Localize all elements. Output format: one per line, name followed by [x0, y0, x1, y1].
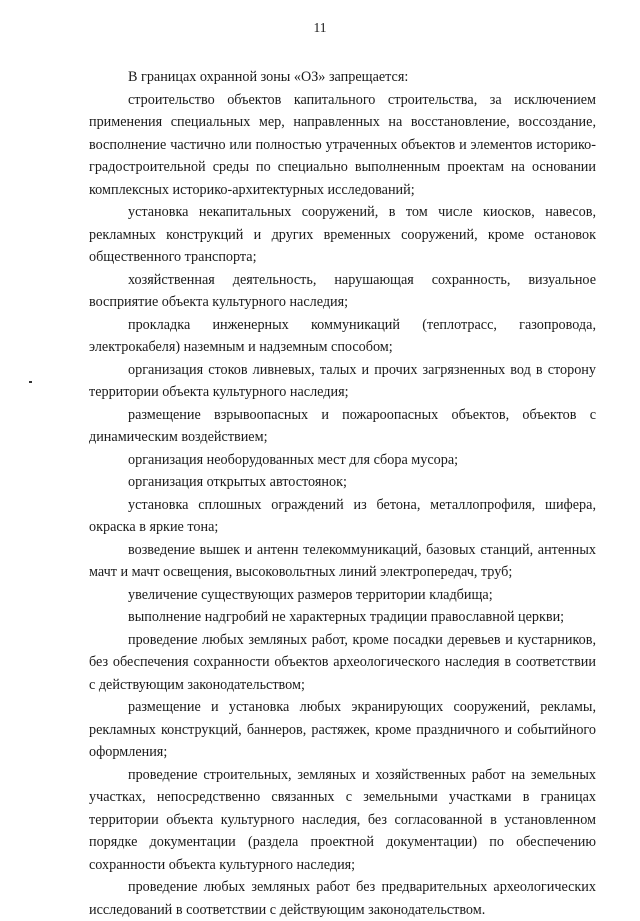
page-number: 11: [313, 20, 327, 35]
margin-mark: [29, 381, 32, 383]
list-item: прокладка инженерных коммуникаций (теплотрасс, газопровода, электрокабеля) наземным и надземным способом;: [89, 316, 596, 355]
document-body: [89, 66, 596, 921]
list-item: выполнение надгробий не характерных традиции православной церкви;: [128, 609, 565, 625]
list-item: организация стоков ливневых, талых и прочих загрязненных вод в сторону территории объекта культурного наследия;: [89, 361, 596, 400]
list-item: размещение взрывоопасных и пожароопасных объектов, объектов с динамическим воздействием;: [89, 406, 596, 445]
list-item: строительство объектов капитального строительства, за исключением применения специальных мер, направленных на восстановление, воссоздание, восполнение частично или полностью утраченных объектов и элементов историко-градостроительной среды по специально выполненным проектам на основании комплексных историко-архитектурных исследований;: [89, 91, 596, 198]
list-item: проведение строительных, земляных и хозяйственных работ на земельных участках, непосредственно связанных с земельными участками в границах территории объекта культурного наследия, без согласованной в установленном порядке документации (раздела проектной документации) по обеспечению сохранности объекта культурного наследия;: [89, 766, 596, 873]
list-item: возведение вышек и антенн телекоммуникаций, базовых станций, антенных мачт и мачт освещения, высоковольтных линий электропередач, труб;: [89, 541, 596, 580]
list-item: хозяйственная деятельность, нарушающая сохранность, визуальное восприятие объекта культурного наследия;: [89, 271, 596, 310]
list-item: установка сплошных ограждений из бетона, металлопрофиля, шифера, окраска в яркие тона;: [89, 496, 596, 535]
list-item: размещение и установка любых экранирующих сооружений, рекламы, рекламных конструкций, баннеров, растяжек, кроме праздничного и событийного оформления;: [89, 699, 596, 760]
list-item: установка некапитальных сооружений, в том числе киосков, навесов, рекламных конструкций и других временных сооружений, кроме остановок общественного транспорта;: [89, 204, 596, 265]
list-item: увеличение существующих размеров территории кладбища;: [128, 586, 493, 603]
document-intro: В границах охранной зоны «ОЗ» запрещается:: [128, 69, 409, 85]
list-item: организация необорудованных мест для сбора мусора;: [128, 451, 459, 468]
list-item: проведение любых земляных работ, кроме посадки деревьев и кустарников, без обеспечения сохранности объектов археологического наследия в соответствии с действующим законодательством;: [89, 631, 596, 693]
list-item: организация открытых автостоянок;: [128, 474, 347, 490]
list-item: проведение любых земляных работ без предварительных археологических исследований в соответствии с действующим законодательством.: [89, 879, 596, 918]
